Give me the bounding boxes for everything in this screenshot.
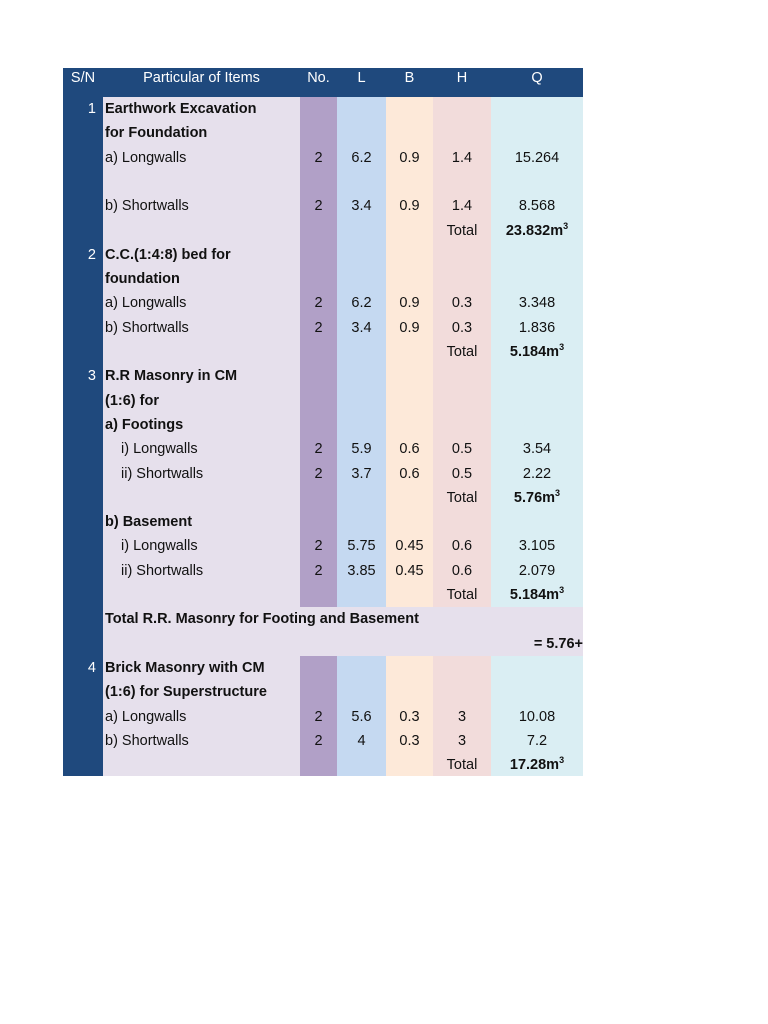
table-cell-item: b) Basement [105,514,193,531]
table-cell-no: 2 [314,732,323,749]
table-cell-q: 10.08 [518,708,556,725]
table-cell-l: 3.4 [351,319,372,336]
quantity-value: 5.184m [509,587,560,603]
table-cell-no: 2 [314,465,323,482]
table-cell-b: 0.9 [399,149,420,166]
quantity-value: 17.28m [509,757,560,774]
unit-exponent: 3 [555,487,561,498]
table-cell-item: i) Longwalls [121,441,198,458]
table-cell-b: 0.3 [399,708,420,725]
table-cell-item: foundation [105,271,180,288]
table-cell-item: ii) Shortwalls [121,562,204,579]
table-cell-l: 6.2 [351,149,372,166]
table-cell-b: 0.45 [395,538,424,555]
table-cell-b: 0.3 [399,732,420,749]
table-cell-q [491,753,583,777]
header-item: Particular of Items [143,70,260,86]
table-cell-item: R.R Masonry in CM [105,368,238,385]
quantity-value: 5.76m [513,489,556,506]
table-cell-item: Earthwork Excavation [105,101,257,117]
unit-exponent: 3 [559,585,565,596]
table-cell-h: Total [446,489,478,506]
table-cell-item: a) Footings [105,416,184,433]
unit-exponent: 3 [559,342,565,353]
b-column [386,68,433,776]
table-cell-item: (1:6) for [105,392,159,409]
table-cell-q [491,219,583,243]
table-cell-h: 0.5 [451,465,473,482]
table-cell-l: 5.9 [351,441,372,458]
header-b: B [404,70,415,86]
table-cell-h: 1.4 [451,198,473,215]
header-l: L [357,70,366,86]
table-cell-q: 7.2 [526,732,548,749]
table-cell-item: C.C.(1:4:8) bed for [105,246,231,263]
table-cell-item: Brick Masonry with CM [105,659,265,676]
table-cell-h: 3 [457,708,467,725]
table-cell-b: 0.45 [395,562,424,579]
table-cell-no: 2 [314,538,323,555]
table-cell-h: 0.3 [451,319,473,336]
header-sn: S/N [70,70,96,86]
table-cell-h: Total [446,344,478,360]
table-cell-sn: 1 [87,101,96,117]
table-cell-h: 1.4 [451,149,473,166]
table-cell-q: = 5.76+ [533,635,583,652]
table-cell-h: 3 [457,732,467,749]
table-cell-h: 0.3 [451,295,473,312]
header-q: Q [531,70,543,86]
table-cell-h: Total [446,222,478,239]
h-column [433,68,491,776]
table-cell-h: 0.6 [451,538,473,555]
table-cell-item: i) Longwalls [121,538,198,555]
table-cell-q: 2.22 [522,465,552,482]
table-cell-item: b) Shortwalls [105,732,189,749]
table-cell-q: 3.54 [522,441,552,458]
table-cell-b: 0.6 [399,441,420,458]
table-cell-l: 3.7 [351,465,372,482]
table-cell-q [491,486,583,510]
table-cell-l: 3.4 [351,198,372,215]
table-cell-b: 0.9 [399,295,420,312]
table-cell-q: 3.105 [518,538,556,555]
table-cell-item: ii) Shortwalls [121,465,204,482]
q-column [491,68,583,776]
table-cell-b: 0.9 [399,319,420,336]
table-cell-item: a) Longwalls [105,295,187,312]
table-cell-sn: 4 [87,659,96,676]
no-column [300,68,337,776]
table-cell-item: a) Longwalls [105,149,187,166]
table-cell-l: 5.6 [351,708,372,725]
table-cell-no: 2 [314,562,323,579]
table-cell-no: 2 [314,149,323,166]
table-cell-item: a) Longwalls [105,708,187,725]
header-row [63,68,583,97]
unit-exponent: 3 [559,755,565,766]
table-cell-item: Total R.R. Masonry for Footing and Basement [105,611,419,628]
table-cell-l: 5.75 [347,538,376,555]
unit-exponent: 3 [563,220,569,231]
table-cell-q: 15.264 [514,149,560,166]
table-cell-q: 1.836 [518,319,556,336]
table-cell-l: 3.85 [347,562,376,579]
table-cell-h: Total [446,587,478,603]
table-cell-q [491,340,583,364]
table-cell-q [491,583,583,607]
quantity-value: 23.832m [505,222,564,239]
table-cell-no: 2 [314,441,323,458]
header-no: No. [307,70,330,86]
l-column [337,68,386,776]
table-cell-no: 2 [314,295,323,312]
table-cell-item: (1:6) for Superstructure [105,684,267,701]
table-cell-h: 0.6 [451,562,473,579]
table-cell-q: 2.079 [518,562,556,579]
quantity-value: 5.184m [509,344,560,360]
table-cell-no: 2 [314,319,323,336]
table-cell-no: 2 [314,708,323,725]
table-cell-no: 2 [314,198,323,215]
table-cell-item: b) Shortwalls [105,319,189,336]
header-h: H [456,70,468,86]
quantity-estimate-table [63,68,583,776]
table-cell-item: for Foundation [105,125,208,142]
table-cell-l: 6.2 [351,295,372,312]
table-cell-sn: 3 [87,368,96,385]
table-cell-h: Total [446,757,478,774]
table-cell-b: 0.9 [399,198,420,215]
table-cell-b: 0.6 [399,465,420,482]
table-cell-q: 8.568 [518,198,556,215]
table-cell-h: 0.5 [451,441,473,458]
table-cell-sn: 2 [87,246,96,263]
table-cell-item: b) Shortwalls [105,198,189,215]
table-cell-q: 3.348 [518,295,556,312]
table-cell-l: 4 [357,732,366,749]
